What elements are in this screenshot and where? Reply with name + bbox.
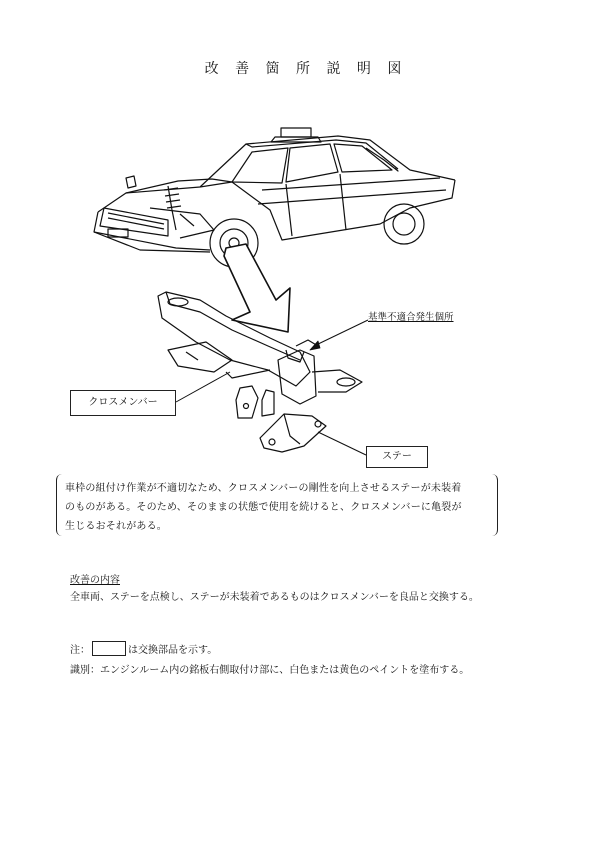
legend-note bbox=[70, 641, 217, 656]
legend-suffix: は交換部品を示す。 bbox=[128, 645, 218, 656]
replacement-part-swatch bbox=[92, 641, 126, 656]
description-line: のものがある。そのため、そのままの状態で使用を続けると、クロスメンバーに亀裂が bbox=[65, 502, 462, 513]
defect-leader bbox=[314, 320, 368, 346]
legend-prefix: 注： bbox=[70, 645, 90, 656]
description-line: 生じるおそれがある。 bbox=[65, 521, 167, 532]
description-text bbox=[65, 479, 495, 536]
pointer-arrow bbox=[224, 244, 290, 332]
improvement-body: 全車両、ステーを点検し、ステーが未装着であるものはクロスメンバーを良品と交換する。 bbox=[70, 592, 479, 603]
defect-location-label: 基準不適合発生個所 bbox=[368, 312, 454, 323]
crossmember-leader bbox=[176, 372, 230, 402]
car-drawing bbox=[94, 136, 455, 267]
page-title: 改 善 箇 所 説 明 図 bbox=[204, 61, 408, 77]
stay-drawing bbox=[260, 414, 326, 452]
description-line: 車枠の組付け作業が不適切なため、クロスメンバーの剛性を向上させるステーが未装着 bbox=[65, 483, 462, 494]
identification-note: 識別：エンジンルーム内の銘板右側取付け部に、白色または黄色のペイントを塗布する。 bbox=[70, 665, 470, 676]
improvement-heading: 改善の内容 bbox=[70, 575, 120, 586]
stay-callout: ステー bbox=[366, 446, 428, 468]
stay-leader bbox=[318, 432, 366, 455]
crossmember-callout: クロスメンバー bbox=[70, 390, 176, 416]
